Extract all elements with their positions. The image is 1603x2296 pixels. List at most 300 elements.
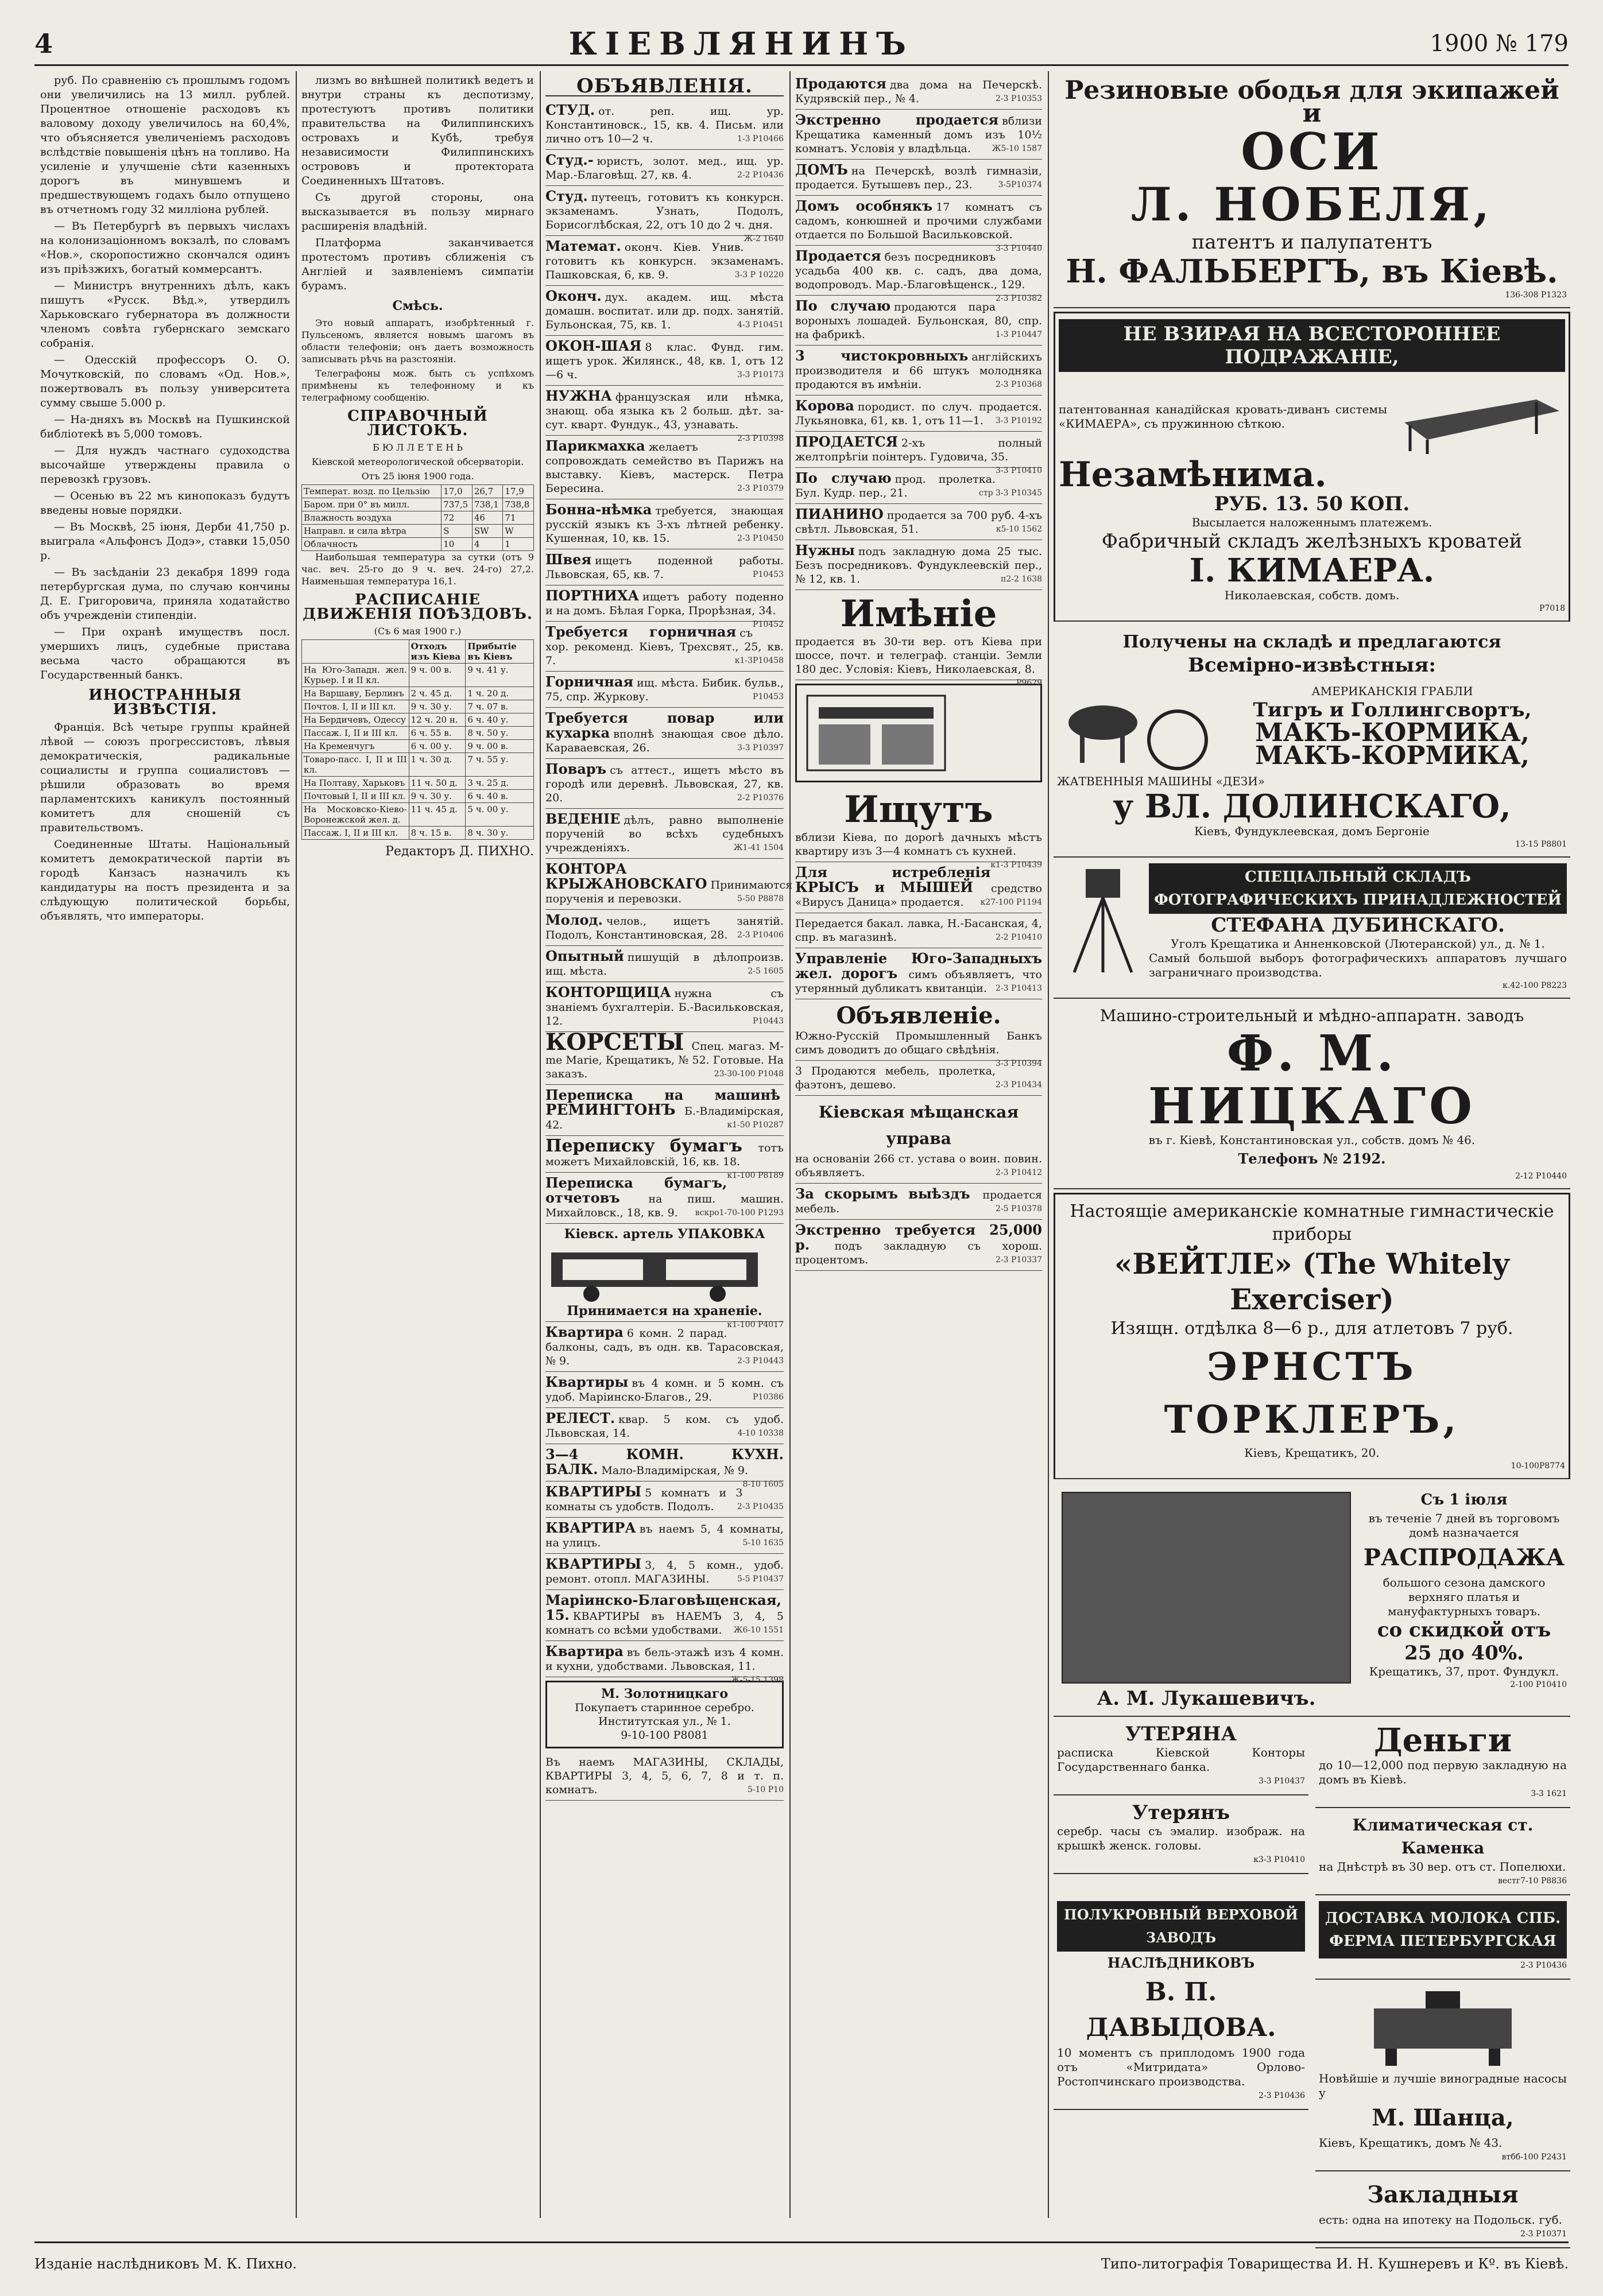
ad-line: Машино-строительный и мѣдно-аппаратн. заводъ xyxy=(1099,1006,1524,1025)
weather-cell: S xyxy=(442,525,473,538)
weather-cell: 17,0 xyxy=(442,485,473,498)
ad-text: безъ посредниковъ усадьба 400 кв. с. садъ, два дома, водопроводъ. Мар.-Благовѣщенск., 129. xyxy=(795,251,1042,291)
schedule-cell: 5 ч. 00 у. xyxy=(466,803,534,827)
column-reference xyxy=(301,73,534,2220)
ad-title: Бонна-нѣмка xyxy=(545,501,652,518)
ad-title: Деньги xyxy=(1373,1721,1512,1759)
classified-ad xyxy=(545,982,784,1032)
ad-price: Изящн. отдѣлка 8—6 р., для атлетовъ 7 руб. xyxy=(1110,1318,1513,1339)
horse-rake-illustration-icon xyxy=(1057,677,1218,774)
column-rule xyxy=(540,71,541,2218)
classified-ad xyxy=(795,395,1042,432)
ad-title: За скорымъ выѣздъ xyxy=(795,1185,970,1202)
ad-title: Квартира xyxy=(545,1643,624,1659)
ad-banner: НЕ ВЗИРАЯ НА ВСЕСТОРОННЕЕ ПОДРАЖАНІЕ, xyxy=(1059,319,1565,372)
news-paragraph: — Осенью въ 22 мъ кинопоказъ будутъ введены новые порядки. xyxy=(40,490,290,517)
schedule-cell: Почтовый I, II и III кл. xyxy=(302,790,409,803)
shop-illustration-icon xyxy=(802,690,951,776)
ad-title: КОРСЕТЫ xyxy=(545,1029,684,1056)
ad-title: Домъ особнякъ xyxy=(795,197,933,214)
column-large-ads xyxy=(1054,73,1570,2239)
ad-code: стр 3-3 Р10345 xyxy=(979,488,1042,498)
ad-code: к.42-100 Р8223 xyxy=(1503,981,1567,990)
ad-line: Всемірно-извѣстныя: xyxy=(1188,654,1436,677)
ad-text: въ теченіе 7 дней въ торговомъ домѣ назначается xyxy=(1368,1511,1560,1539)
ad-title: Швея xyxy=(545,551,592,568)
schedule-cell: 7 ч. 55 у. xyxy=(466,753,534,777)
ad-text: продается мебель. xyxy=(795,1189,1042,1215)
news-paragraph: — Одесскій профессоръ О. О. Мочутковскій, по словамъ «Од. Нов.», пожертвовалъ въ пользу университета сумму свыше 5.000 р. xyxy=(40,354,290,409)
ad-text: до 10—12,000 под первую закладную на домъ въ Кіевѣ. xyxy=(1319,1758,1567,1786)
schedule-cell: На Варшаву, Берлинъ xyxy=(302,687,409,700)
weather-cell: 10 xyxy=(442,538,473,551)
ad-text: породист. по случ. продается. Лукьяновка, 61, кв. 1, отъ 11—1. xyxy=(795,401,1042,427)
column-news xyxy=(40,73,290,2220)
classified-ad xyxy=(795,196,1042,253)
ad-nitsky xyxy=(1054,999,1570,1189)
ad-imenie xyxy=(795,590,1042,688)
ad-title: РЕЛЕСТ. xyxy=(545,1410,615,1426)
ad-code: 5-10 Р10 xyxy=(747,1785,784,1794)
ad-code: к1-3 Р10439 xyxy=(990,860,1042,870)
foreign-news-heading: ИНОСТРАННЫЯ ИЗВѢСТІЯ. xyxy=(88,687,242,718)
ad-text: Покупаетъ старинное серебро. Институтская ул., № 1. xyxy=(575,1701,754,1728)
ad-code: 3-3 Р10410 xyxy=(996,466,1042,475)
weather-cell: 26,7 xyxy=(472,485,503,498)
ad-text: пишущій в дѣлопроизв. ищ. мѣста. xyxy=(545,951,784,978)
ad-code: 3-3 Р10394 xyxy=(996,1059,1042,1068)
ad-title: Закладныя xyxy=(1367,2181,1519,2208)
classified-ad xyxy=(545,336,784,386)
news-paragraph: Франція. Всѣ четыре группы крайней лѣвой — союзъ прогрессистовъ, лѣвыя демократическія, радикальные социалисты и группа социалистовъ — рѣшили образовать во время парламентскихъ каникулъ постоянный комитетъ для сношеній съ правительствомъ. xyxy=(40,721,290,834)
ad-title: Продаются xyxy=(795,75,886,92)
ad-text: 2-хъ полный желтопрѣгіи поінтеръ. Гудовича, 35. xyxy=(795,437,1042,463)
ad-line: Н. ФАЛЬБЕРГЪ, въ Кіевѣ. xyxy=(1066,253,1558,290)
schedule-cell: 8 ч. 30 у. xyxy=(466,827,534,840)
schedule-cell: 1 ч. 30 д. xyxy=(409,753,466,777)
ad-line: НАСЛѢДНИКОВЪ xyxy=(1107,1954,1255,1971)
ad-text: вблизи Крещатика каменный домъ изъ 10½ комнатъ. Условія у владѣльца. xyxy=(795,115,1042,155)
ad-name: Ф. М. НИЦКАГО xyxy=(1148,1025,1476,1135)
ad-title: По случаю xyxy=(795,470,892,486)
page-header xyxy=(34,25,1569,62)
ad-line: МАКЪ-КОРМИКА, xyxy=(1255,718,1530,747)
ad-code: 2-2 Р10436 xyxy=(737,170,784,180)
apartment-ad xyxy=(545,1554,784,1590)
classified-ad xyxy=(545,100,784,150)
ad-text: путеецъ, готовитъ къ конкурсн. экзаменамъ. Узнать, Подолъ, Борисоглѣбская, 22, отъ 10 до 2 ч. дня. xyxy=(545,191,784,231)
ad-code: 3-3 Р10397 xyxy=(737,743,784,753)
ad-name: М. Шанца, xyxy=(1372,2104,1514,2131)
schedule-cell: Товаро-пасс. I, II и III кл. xyxy=(302,753,409,777)
schedule-row xyxy=(302,777,534,790)
ad-title: Экстренно продается xyxy=(795,111,999,128)
ad-code: 2-3 Р10436 xyxy=(1520,1961,1567,1970)
schedule-row xyxy=(302,827,534,840)
ad-text: большого сезона дамского верхняго платья и мануфактурныхъ товаръ. xyxy=(1383,1576,1546,1618)
classified-ad xyxy=(545,549,784,585)
ad-code: к1-50 Р10287 xyxy=(727,1120,784,1130)
printer-line: Типо-литографія Товарищества И. Н. Кушнеревъ и Кº. въ Кіевѣ. xyxy=(1101,2256,1569,2272)
news-paragraph: — При охранѣ имуществъ посл. умершихъ лицъ, судебные пристава весьма часто обращаются въ Государственный банкъ. xyxy=(40,626,290,681)
ad-code: 3-3 Р10192 xyxy=(996,416,1042,425)
ad-text: расписка Кіевской Конторы Государственнаго банка. xyxy=(1057,1746,1305,1774)
ad-title: Объявленіе. xyxy=(836,1002,1001,1029)
ad-name: у ВЛ. ДОЛИНСКАГО, xyxy=(1113,788,1511,825)
apartment-ad xyxy=(545,1518,784,1554)
ad-code: 3-3 Р10440 xyxy=(996,244,1042,253)
ad-code: 1-3 Р10447 xyxy=(996,330,1042,339)
ad-shants xyxy=(1315,1980,1570,2171)
ad-line: патентъ и палупатентъ xyxy=(1191,231,1432,254)
ad-code: Ж6-10 1551 xyxy=(733,1626,784,1635)
column-rule xyxy=(789,71,791,2218)
schedule-cell: Пассаж. I, II и III кл. xyxy=(302,827,409,840)
ad-korsety xyxy=(545,1029,784,1085)
ad-title: Кіевск. артель УПАКОВКА xyxy=(564,1227,765,1242)
ad-address: Кіевъ, Фундуклеевская, домъ Бергоніе xyxy=(1194,824,1430,838)
ad-banner: СПЕЦІАЛЬНЫЙ СКЛАДЪ ФОТОГРАФИЧЕСКИХЪ ПРИНАДЛЕЖНОСТЕЙ xyxy=(1149,863,1567,914)
schedule-row xyxy=(302,687,534,700)
ad-text: патентованная канадійская кровать-диванъ системы «КИМАЕРА», съ пружинною сѣткою. xyxy=(1059,402,1387,430)
schedule-cell: 6 ч. 00 у. xyxy=(409,740,466,753)
ad-text: съ хор. рекоменд. Кіевъ, Трехсвят., 25, кв. 7. xyxy=(545,627,784,667)
classified-ad xyxy=(795,73,1042,110)
ad-title: ПРОДАЕТСЯ xyxy=(795,433,898,450)
weather-cell: 46 xyxy=(472,511,503,525)
ad-torkler xyxy=(1054,1193,1570,1479)
ad-title: ОКОН-ШАЯ xyxy=(545,338,642,354)
weather-cell: 17,9 xyxy=(503,485,534,498)
ad-code: 3-5Р10374 xyxy=(998,180,1042,189)
schedule-row xyxy=(302,790,534,803)
wine-press-icon xyxy=(1339,1985,1546,2072)
ad-code: 2-3 Р10435 xyxy=(737,1502,784,1511)
apartment-ad xyxy=(545,1444,784,1489)
classified-ad xyxy=(545,759,784,809)
ad-title: УТЕРЯНА xyxy=(1125,1723,1237,1746)
ad-line: Получены на складѣ и предлагаются xyxy=(1122,632,1501,652)
wagon-illustration-icon xyxy=(545,1241,764,1304)
ad-title: Оконч. xyxy=(545,288,602,304)
ad-title: Квартиры xyxy=(545,1374,629,1390)
classified-ad xyxy=(545,708,784,759)
ad-name: ЭРНСТЪ ТОРКЛЕРЪ, xyxy=(1164,1344,1460,1442)
ad-text: въ бель-этажѣ изъ 4 комн. и кухни, удобствами. Львовская, 11. xyxy=(545,1646,784,1673)
ad-phone: Телефонъ № 2192. xyxy=(1238,1150,1386,1167)
ad-warehouse: Фабричный складъ желѣзныхъ кроватей xyxy=(1101,530,1523,553)
ad-uteryana xyxy=(1054,1717,1308,1795)
classified-ad xyxy=(795,504,1042,540)
ad-code: 2-3 Р10371 xyxy=(1520,2229,1567,2239)
ad-code: 2-5 1605 xyxy=(748,967,784,976)
ad-title: Математ. xyxy=(545,238,621,254)
ad-text: дух. академ. ищ. мѣста домашн. воспитат. или др. подх. занятій. Бульонская, 75, кв. 1. xyxy=(545,291,784,331)
weather-row xyxy=(302,511,534,525)
ad-code: 2-5 Р10378 xyxy=(996,1204,1042,1213)
camera-tripod-icon xyxy=(1057,863,1143,978)
classified-ad xyxy=(795,160,1042,196)
ad-zolotnitsky xyxy=(545,1681,784,1748)
weather-row xyxy=(302,525,534,538)
ad-code: 2-3 Р10353 xyxy=(996,94,1042,103)
weather-cell: Облачность xyxy=(302,538,442,551)
ad-code: 136-308 Р1323 xyxy=(1505,290,1567,300)
ad-code: к1-100 Р8189 xyxy=(727,1171,784,1180)
ad-code: п2-2 1638 xyxy=(1001,575,1042,584)
classified-ad xyxy=(545,386,784,443)
bulletin-date: Отъ 25 іюня 1900 года. xyxy=(361,471,474,482)
weather-table xyxy=(301,484,534,551)
schedule-cell: 6 ч. 55 в. xyxy=(409,727,466,740)
ad-text: челов., ищетъ занятій. Подолъ, Константиновская, 28. xyxy=(545,915,784,941)
ad-code: 9-10-100 Р8081 xyxy=(621,1729,708,1742)
misc-paragraph: Это новый аппаратъ, изобрѣтенный г. Пульсеномъ, является новымъ шагомъ въ области телефоніи; онъ даетъ возможность записывать рѣчь на разстояніи. xyxy=(301,317,534,364)
apartment-ad xyxy=(545,1641,784,1685)
news-paragraph: — Для нуждъ частнаго судоходства высочайше утверждены правила о перевозкѣ грузовъ. xyxy=(40,444,290,486)
ad-text: подъ закладную дома 25 тыс. Безъ посредниковъ. Фундуклеевскій пер., № 12, кв. 1. xyxy=(795,545,1042,585)
ad-lukashevich xyxy=(1054,1483,1570,1717)
ad-text: въ наемъ 5, 4 комнаты, на улицъ. xyxy=(545,1523,784,1549)
ad-text: Передается бакал. лавка, Н.-Басанская, 4, спр. въ магазинѣ. xyxy=(795,917,1042,944)
ad-code: Р7018 xyxy=(1539,604,1565,613)
ad-line: ЖАТВЕННЫЯ МАШИНЫ «ДЕЗИ» xyxy=(1057,774,1265,788)
ad-address: Крещатикъ, 37, прот. Фундукл. xyxy=(1369,1665,1559,1678)
ad-title: По случаю xyxy=(795,297,891,314)
ad-code: 3-3 Р 10220 xyxy=(734,270,784,280)
ad-address: Кіевъ, Крещатикъ, 20. xyxy=(1244,1446,1380,1460)
news-paragraph: руб. По сравненію съ прошлымъ годомъ они увеличились на 13 милл. рублей. Процентное отношеніе расходовъ къ валовому доходу увеличилось на 60,4%, что объясняется увеличеніемъ расходовъ вслѣдствіе повышенія цѣнъ на топливо. На усиленіе и улучшеніе сѣти казенныхъ дорогъ въ минувшемъ и предшествующемъ годахъ было отпущено въ отчетномъ году 32 милліона рублей. xyxy=(40,74,290,216)
weather-cell: Направл. и сила вѣтра xyxy=(302,525,442,538)
ad-ship: Высылается наложеннымъ платежемъ. xyxy=(1191,515,1432,529)
ad-text: продаются пара вороныхъ лошадей. Бульонская, 80, спр. на фабрикѣ. xyxy=(795,301,1042,341)
classified-ad xyxy=(795,540,1042,590)
ad-code: 2-3 Р10443 xyxy=(737,1356,784,1366)
schedule-cell: 12 ч. 20 н. xyxy=(409,713,466,727)
weather-cell: W xyxy=(503,525,534,538)
schedule-cell: 11 ч. 50 д. xyxy=(409,777,466,790)
ad-sale: РАСПРОДАЖА xyxy=(1363,1544,1565,1571)
ad-code: 2-3 Р10368 xyxy=(996,380,1042,389)
ad-code: Р10452 xyxy=(753,620,784,629)
ad-line: ОСИ xyxy=(1241,122,1383,181)
ad-vyezd xyxy=(795,1184,1042,1220)
schedule-row xyxy=(302,664,534,687)
schedule-cell: 6 ч. 40 у. xyxy=(466,713,534,727)
ad-code: вестг7-10 Р8836 xyxy=(1497,1876,1567,1886)
schedule-cell: 3 ч. 25 д. xyxy=(466,777,534,790)
ad-code: 4-10 10338 xyxy=(737,1429,784,1438)
schedule-cell: 2 ч. 45 д. xyxy=(409,687,466,700)
schedule-cell: На Полтаву, Харьковъ xyxy=(302,777,409,790)
ad-row-small xyxy=(1054,1717,1570,1895)
ad-address: Николаевская, собств. домъ. xyxy=(1224,588,1400,602)
page-number: 4 xyxy=(34,28,53,59)
column-ads-2 xyxy=(795,73,1042,2220)
ad-address: Уголъ Крещатика и Анненковской (Лютеранской) ул., д. № 1. xyxy=(1171,937,1545,951)
ad-name: В. П. ДАВЫДОВА. xyxy=(1086,1977,1276,2042)
column-rule xyxy=(296,71,297,2218)
ad-text: съ аттест., ищетъ мѣсто въ городѣ или деревнѣ. Львовская, 27, кв. 20. xyxy=(545,764,784,804)
ad-text: желаетъ сопровождать семейство въ Парижъ на выставку. Кіевъ, мастерск. Петра Бересина. xyxy=(545,441,784,495)
weather-row xyxy=(302,538,534,551)
schedule-cell: 11 ч. 45 д. xyxy=(409,803,466,827)
ad-code: 1-3 Р10466 xyxy=(737,134,784,144)
misc-paragraph: Телеграфоны мож. быть съ успѣхомъ примѣнены къ телефонному и къ телеграфному сообщенію. xyxy=(301,368,534,403)
ad-code: 2-3 Р10436 xyxy=(1259,2091,1305,2100)
ad-text: ищ. мѣста. Бибик. бульв., 75, спр. Журкову. xyxy=(545,677,784,703)
column-ads-1 xyxy=(545,73,793,2220)
ad-code: 2-100 Р10410 xyxy=(1510,1680,1567,1689)
ad-title: Переписка бумагъ, отчетовъ xyxy=(545,1174,727,1206)
ad-title: Утерянъ xyxy=(1132,1801,1230,1824)
bulletin-subtitle: Кіевской метеорологической обсерваторіи. xyxy=(311,456,524,467)
ad-title: Поваръ xyxy=(545,761,607,777)
ad-title: Для истребленія КРЫСЪ и МЫШЕЙ xyxy=(795,864,991,895)
ad-title: Переписку бумагъ xyxy=(545,1136,742,1156)
ad-code: Р10453 xyxy=(753,692,784,701)
ad-title: 3—4 КОМН. КУХН. БАЛК. xyxy=(545,1446,784,1477)
classified-ad xyxy=(545,150,784,186)
ad-code: 5-50 Р8878 xyxy=(737,894,784,903)
ad-title: ДОМЪ xyxy=(795,161,848,178)
ad-title: Кіевская мѣщанская управа xyxy=(818,1103,1019,1148)
ad-title: Имѣніе xyxy=(840,592,997,635)
editor-signature: Редакторъ Д. ПИХНО. xyxy=(385,844,534,859)
schedule-row xyxy=(302,700,534,713)
ads-heading: ОБЪЯВЛЕНІЯ. xyxy=(545,79,784,96)
weather-cell: Температ. возд. по Цельзію xyxy=(302,485,442,498)
ad-code: 2-3 Р10412 xyxy=(996,1168,1042,1177)
ad-text: дѣлъ, равно выполненіе порученій во всѣхъ судебныхъ учрежденіяхъ. xyxy=(545,814,784,854)
news-paragraph: Съ другой стороны, она высказывается въ пользу мирнаго расширенія владѣній. xyxy=(301,191,534,232)
ad-text: на Печерскѣ, возлѣ гимназіи, продается. Бутышевъ пер., 23. xyxy=(795,165,1042,191)
ad-code: 3-3 1621 xyxy=(1531,1789,1567,1798)
ad-discount: со скидкой отъ 25 до 40%. xyxy=(1377,1619,1551,1665)
ad-code: 8-10 1605 xyxy=(742,1480,784,1489)
schedule-cell: 7 ч. 07 в. xyxy=(466,700,534,713)
ad-ishchut xyxy=(795,786,1042,870)
ad-text: вблизи Кіева, по дорогѣ дачныхъ мѣстъ квартиру изъ 3—4 комнатъ съ кухней. xyxy=(795,831,1042,858)
ad-code: Ж5-10 1587 xyxy=(992,144,1042,153)
ad-line: Резиновые ободья для экипажей и xyxy=(1064,76,1559,128)
ad-price: РУБ. 13. 50 КОП. xyxy=(1214,492,1410,515)
ad-uteryan xyxy=(1054,1795,1308,1874)
ad-code: к27-100 Р1194 xyxy=(980,898,1042,907)
ad-title: КВАРТИРА xyxy=(545,1519,636,1536)
ad-text: от. реп. ищ. ур. Константиновск., 15, кв. 4. Письм. или лично отъ 10—2 ч. xyxy=(545,105,784,145)
ad-text: 10 моментъ съ приплодомъ 1900 года отъ «Митридата» Орлово-Ростопчинскаго производства. xyxy=(1057,2046,1305,2088)
ad-code: 2-3 Р10450 xyxy=(737,534,784,543)
ad-code: 2-3 Р10413 xyxy=(996,984,1042,993)
ad-title: ВЕДЕНІЕ xyxy=(545,810,621,827)
ad-code: Ж-2 1640 xyxy=(744,234,784,243)
ad-text: Спец. магаз. M-me Marie, Крещатикъ, № 52. Готовые. На заказъ. xyxy=(545,1040,784,1080)
schedule-row xyxy=(302,753,534,777)
weather-row xyxy=(302,485,534,498)
train-schedule-table xyxy=(301,639,534,840)
classified-ad xyxy=(545,946,784,982)
ad-brand: «ВЕЙТЛЕ» (The Whitely Exerciser) xyxy=(1114,1247,1509,1316)
ad-text: ищетъ поденной работы. Львовская, 65, кв. 7. xyxy=(545,554,784,581)
ad-text: тотъ можетъ Михайловскій, 16, кв. 18. xyxy=(545,1142,784,1168)
ad-line: Настоящіе американскіе комнатные гимнастическіе приборы xyxy=(1070,1201,1554,1244)
ad-text: средство «Вирусъ Даница» продается. xyxy=(795,882,1042,909)
classified-ad xyxy=(545,672,784,708)
ad-text: 8 клас. Фунд. гим. ищетъ урок. Жилянск., 48, кв. 1, отъ 12—6 ч. xyxy=(545,341,784,381)
ad-obyavlenie xyxy=(795,999,1042,1068)
ad-code: Р10443 xyxy=(753,1017,784,1026)
ad-kimaera xyxy=(1054,312,1570,622)
ad-davydov xyxy=(1054,1895,1308,2110)
schedule-col-header: Отходъ изъ Кіева xyxy=(409,640,466,664)
ad-code: 2-2 Р10410 xyxy=(996,933,1042,942)
schedule-cell: 9 ч. 30 у. xyxy=(409,700,466,713)
ad-milk xyxy=(1315,1895,1570,1980)
ad-title: КОНТОРЩИЦА xyxy=(545,984,671,1000)
ad-title: Корова xyxy=(795,397,854,414)
ad-line: Л. НОБЕЛЯ, xyxy=(1130,177,1493,231)
ad-text: 6 комн. 2 парад. балконы, садъ, въ одн. кв. Тарасовская, № 9. xyxy=(545,1327,784,1367)
weather-cell: SW xyxy=(472,525,503,538)
ad-magaziny xyxy=(545,1752,784,1801)
schedule-cell: Пассаж. I, II и III кл. xyxy=(302,727,409,740)
ad-line: МАКЪ-КОРМИКА, xyxy=(1255,740,1530,770)
ad-text: Новѣйшіе и лучшіе виноградные насосы у xyxy=(1319,2072,1567,2100)
news-paragraph: Платформа заканчивается протестомъ противъ сближенія съ Англіей и заявленіемъ симпатіи бурамъ. xyxy=(301,236,534,292)
ad-code: втбб-100 Р2431 xyxy=(1501,2152,1567,2162)
ad-upakovka xyxy=(545,1224,784,1329)
ad-text: англійскихъ производителя и 66 штукъ молодняка продаются въ имѣніи. xyxy=(795,351,1042,391)
ad-lavka xyxy=(795,913,1042,948)
ad-code: 23-30-100 Р1048 xyxy=(714,1069,784,1079)
schedule-cell: 9 ч. 00 в. xyxy=(409,664,466,687)
schedule-heading: РАСПИСАНІЕ ДВИЖЕНІЯ ПОѢЗДОВЪ. xyxy=(303,591,533,623)
schedule-row xyxy=(302,803,534,827)
ad-kamenka xyxy=(1315,1808,1570,1895)
ad-code: 3-3 Р10437 xyxy=(1259,1777,1305,1786)
classified-ad xyxy=(545,809,784,859)
ad-text: на Днѣстрѣ въ 30 вер. отъ ст. Попелюхи. xyxy=(1319,1860,1566,1874)
ad-code: Ж1-41 1504 xyxy=(733,843,784,852)
ad-title: Студ. xyxy=(545,188,588,204)
weather-cell: Влажность воздуха xyxy=(302,511,442,525)
classified-ad xyxy=(795,110,1042,160)
ad-text: Въ наемъ МАГАЗИНЫ, СКЛАДЫ, КВАРТИРЫ 3, 4, 5, 6, 7, 8 и т. п. комнатъ. xyxy=(545,1756,784,1796)
ad-text: ищетъ работу поденно и на домъ. Бѣлая Горка, Прорѣзная, 34. xyxy=(545,591,784,617)
ad-text: квар. 5 ком. съ удоб. Львовская, 14. xyxy=(545,1413,784,1440)
schedule-cell: Почтов. I, II и III кл. xyxy=(302,700,409,713)
classified-ad xyxy=(545,585,784,629)
ad-title: СТУД. xyxy=(545,102,595,118)
weather-cell: 72 xyxy=(442,511,473,525)
header-rule xyxy=(34,64,1569,66)
ad-code: 2-2 Р10376 xyxy=(737,793,784,802)
misc-heading: Смѣсь. xyxy=(392,298,443,313)
ad-address: въ г. Кіевѣ, Константиновская ул., собств. домъ № 46. xyxy=(1148,1133,1476,1147)
ad-banner: ПОЛУКРОВНЫЙ ВЕРХОВОЙ ЗАВОДЪ xyxy=(1057,1901,1305,1952)
ad-code: к5-10 1562 xyxy=(996,525,1042,534)
ad-title: Парикмахка xyxy=(545,437,645,454)
ad-meshchanskaya xyxy=(795,1096,1042,1184)
ad-code: 2-3 Р10337 xyxy=(996,1255,1042,1265)
ad-text: 3 Продаются мебель, пролетка, фаэтонъ, дешево. xyxy=(795,1065,996,1091)
ad-code: к3-3 Р10410 xyxy=(1253,1855,1305,1864)
ad-text: Мало-Владимірская, № 9. xyxy=(601,1464,748,1477)
ad-title: Климатическая ст. Каменка xyxy=(1352,1816,1534,1857)
ad-title: Горничная xyxy=(545,673,634,690)
ad-title: ПОРТНИХА xyxy=(545,587,639,604)
